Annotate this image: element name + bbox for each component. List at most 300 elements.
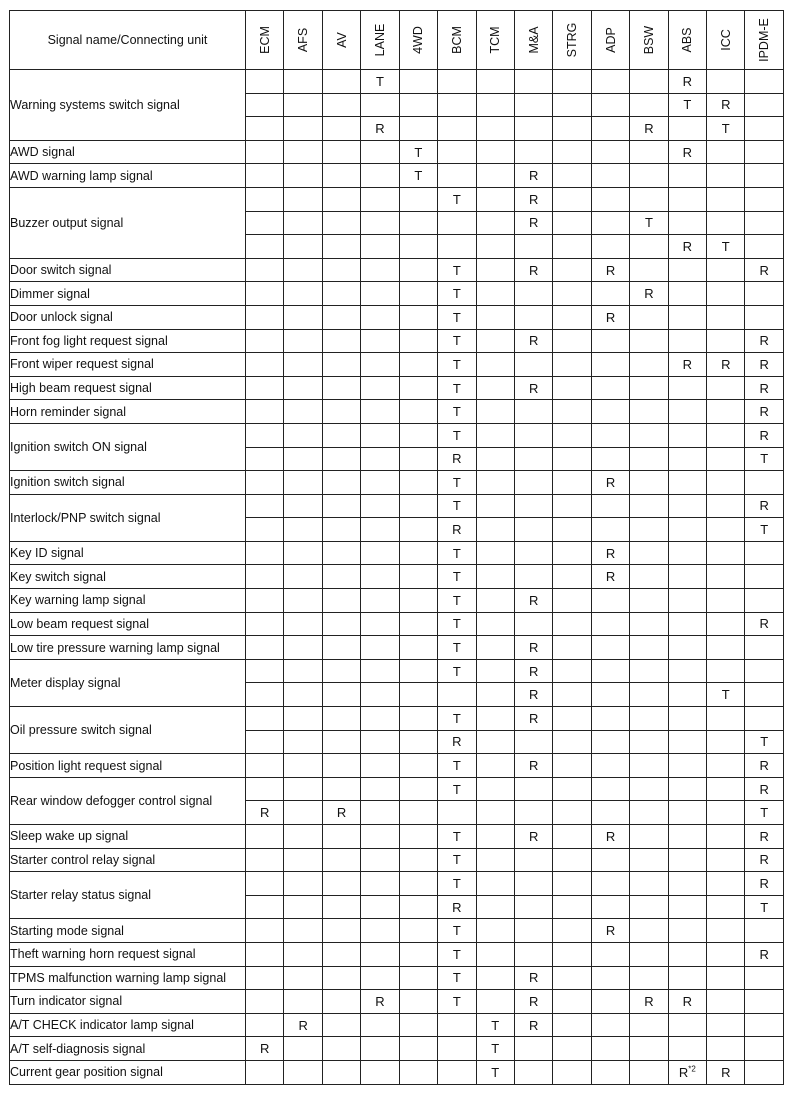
- unit-cell: [514, 565, 552, 589]
- unit-cell: [322, 990, 360, 1014]
- unit-cell: [284, 305, 322, 329]
- unit-cell: [591, 895, 629, 919]
- unit-cell: [553, 70, 591, 94]
- unit-header: AV: [322, 11, 360, 70]
- unit-cell: [591, 801, 629, 825]
- unit-cell: [284, 140, 322, 164]
- unit-cell: [553, 447, 591, 471]
- unit-cell: [361, 93, 399, 117]
- unit-cell: [361, 683, 399, 707]
- unit-cell: [514, 353, 552, 377]
- unit-cell: [399, 305, 437, 329]
- unit-cell: [591, 990, 629, 1014]
- unit-cell: [399, 471, 437, 495]
- unit-cell: [361, 966, 399, 990]
- table-row: [10, 1013, 784, 1037]
- unit-cell: [707, 990, 745, 1014]
- unit-cell: [668, 400, 706, 424]
- unit-cell: [668, 376, 706, 400]
- unit-cell: [668, 164, 706, 188]
- unit-header: ICC: [707, 11, 745, 70]
- unit-cell: R: [745, 777, 783, 801]
- signal-name: Key switch signal: [10, 565, 246, 589]
- unit-cell: [399, 683, 437, 707]
- unit-cell: [745, 589, 783, 613]
- unit-cell: R: [668, 353, 706, 377]
- unit-cell: [476, 754, 514, 778]
- table-body: [10, 70, 784, 1085]
- unit-cell: T: [438, 919, 476, 943]
- unit-cell: [514, 400, 552, 424]
- unit-cell: [361, 636, 399, 660]
- unit-cell: T: [438, 423, 476, 447]
- unit-cell: [284, 848, 322, 872]
- unit-cell: R: [745, 329, 783, 353]
- unit-cell: [284, 1037, 322, 1061]
- table-row: [10, 754, 784, 778]
- unit-cell: [246, 258, 284, 282]
- unit-cell: [399, 376, 437, 400]
- unit-cell: [284, 353, 322, 377]
- unit-cell: [322, 376, 360, 400]
- unit-cell: [399, 211, 437, 235]
- signal-name: Theft warning horn request signal: [10, 942, 246, 966]
- unit-cell: [514, 848, 552, 872]
- signal-name: Starting mode signal: [10, 919, 246, 943]
- unit-cell: R: [745, 612, 783, 636]
- unit-cell: [399, 730, 437, 754]
- unit-cell: [591, 211, 629, 235]
- unit-cell: [553, 895, 591, 919]
- unit-cell: [707, 848, 745, 872]
- unit-cell: [707, 659, 745, 683]
- unit-cell: [246, 848, 284, 872]
- unit-cell: [322, 589, 360, 613]
- unit-cell: [246, 140, 284, 164]
- unit-cell: [399, 825, 437, 849]
- unit-header: LANE: [361, 11, 399, 70]
- unit-cell: R: [591, 471, 629, 495]
- unit-cell: [284, 376, 322, 400]
- unit-cell: [399, 777, 437, 801]
- unit-cell: [630, 872, 668, 896]
- unit-cell: [322, 565, 360, 589]
- unit-cell: [591, 1060, 629, 1084]
- unit-cell: [322, 777, 360, 801]
- unit-cell: [707, 329, 745, 353]
- unit-cell: [707, 187, 745, 211]
- unit-cell: [361, 235, 399, 259]
- unit-cell: [246, 400, 284, 424]
- unit-cell: R: [438, 730, 476, 754]
- unit-cell: [476, 730, 514, 754]
- unit-cell: [745, 305, 783, 329]
- unit-cell: [399, 848, 437, 872]
- header-row: [10, 11, 784, 70]
- unit-cell: [322, 140, 360, 164]
- unit-cell: [476, 659, 514, 683]
- unit-cell: [284, 93, 322, 117]
- unit-cell: [630, 683, 668, 707]
- unit-cell: [630, 518, 668, 542]
- unit-cell: [630, 801, 668, 825]
- unit-header: ADP: [591, 11, 629, 70]
- footnote-marker: *2: [688, 1064, 696, 1074]
- signal-name: Current gear position signal: [10, 1060, 246, 1084]
- unit-cell: [707, 258, 745, 282]
- unit-cell: [399, 895, 437, 919]
- unit-cell: [399, 589, 437, 613]
- unit-cell: [284, 612, 322, 636]
- unit-cell: [399, 235, 437, 259]
- signal-table: [9, 10, 784, 1085]
- unit-cell: [322, 612, 360, 636]
- unit-cell: [476, 471, 514, 495]
- unit-cell: [399, 353, 437, 377]
- unit-cell: [246, 164, 284, 188]
- unit-cell: [591, 730, 629, 754]
- signal-name: AWD signal: [10, 140, 246, 164]
- table-row: [10, 164, 784, 188]
- unit-cell: [514, 423, 552, 447]
- unit-cell: [284, 872, 322, 896]
- unit-cell: [514, 895, 552, 919]
- unit-cell: T: [707, 683, 745, 707]
- unit-cell: [399, 565, 437, 589]
- unit-cell: [399, 1037, 437, 1061]
- unit-cell: [322, 966, 360, 990]
- table-row: [10, 376, 784, 400]
- unit-cell: [399, 187, 437, 211]
- unit-cell: R: [745, 494, 783, 518]
- unit-cell: [322, 707, 360, 731]
- unit-cell: [591, 777, 629, 801]
- unit-cell: [361, 494, 399, 518]
- unit-cell: [322, 1013, 360, 1037]
- unit-cell: [322, 93, 360, 117]
- unit-cell: [591, 942, 629, 966]
- unit-cell: [246, 447, 284, 471]
- unit-cell: [707, 565, 745, 589]
- unit-cell: T: [438, 636, 476, 660]
- unit-cell: [246, 825, 284, 849]
- unit-cell: [553, 589, 591, 613]
- unit-cell: [707, 942, 745, 966]
- unit-cell: [668, 754, 706, 778]
- unit-cell: [361, 895, 399, 919]
- unit-cell: R: [514, 258, 552, 282]
- signal-name: Ignition switch signal: [10, 471, 246, 495]
- unit-cell: R: [514, 659, 552, 683]
- table-row: [10, 990, 784, 1014]
- table-row: [10, 282, 784, 306]
- signal-name: Starter control relay signal: [10, 848, 246, 872]
- unit-cell: T: [438, 376, 476, 400]
- unit-cell: R: [438, 518, 476, 542]
- unit-cell: [399, 1013, 437, 1037]
- unit-cell: [361, 919, 399, 943]
- unit-cell: [745, 187, 783, 211]
- unit-cell: [399, 423, 437, 447]
- unit-cell: [745, 541, 783, 565]
- unit-cell: [553, 211, 591, 235]
- unit-cell: [284, 518, 322, 542]
- unit-cell: [591, 70, 629, 94]
- unit-cell: [630, 423, 668, 447]
- unit-cell: [476, 990, 514, 1014]
- unit-cell: [246, 93, 284, 117]
- unit-cell: [553, 754, 591, 778]
- unit-cell: [707, 494, 745, 518]
- unit-cell: [668, 494, 706, 518]
- unit-cell: T: [438, 707, 476, 731]
- unit-cell: [553, 872, 591, 896]
- unit-cell: [553, 376, 591, 400]
- unit-cell: [630, 919, 668, 943]
- unit-cell: [476, 966, 514, 990]
- unit-cell: [745, 211, 783, 235]
- unit-cell: R: [630, 117, 668, 141]
- table-row: [10, 187, 784, 211]
- unit-cell: [668, 683, 706, 707]
- unit-cell: [284, 825, 322, 849]
- unit-cell: [553, 825, 591, 849]
- unit-cell: [284, 471, 322, 495]
- unit-cell: [553, 541, 591, 565]
- unit-header: TCM: [476, 11, 514, 70]
- unit-cell: [361, 872, 399, 896]
- unit-cell: T: [438, 258, 476, 282]
- unit-cell: [476, 164, 514, 188]
- unit-cell: [322, 683, 360, 707]
- signal-name: Low tire pressure warning lamp signal: [10, 636, 246, 660]
- unit-cell: [591, 447, 629, 471]
- unit-cell: [361, 471, 399, 495]
- unit-cell: [745, 471, 783, 495]
- unit-cell: R: [514, 1013, 552, 1037]
- unit-cell: [553, 494, 591, 518]
- unit-cell: [553, 730, 591, 754]
- unit-cell: [591, 589, 629, 613]
- unit-cell: [399, 494, 437, 518]
- unit-cell: [668, 730, 706, 754]
- unit-cell: [361, 423, 399, 447]
- unit-cell: [745, 1060, 783, 1084]
- unit-cell: [284, 942, 322, 966]
- unit-cell: [591, 164, 629, 188]
- unit-cell: [514, 305, 552, 329]
- unit-cell: [668, 801, 706, 825]
- unit-cell: [438, 235, 476, 259]
- unit-cell: [361, 447, 399, 471]
- unit-cell: [553, 258, 591, 282]
- unit-cell: R: [745, 754, 783, 778]
- unit-cell: [630, 825, 668, 849]
- unit-cell: [438, 140, 476, 164]
- unit-cell: [745, 683, 783, 707]
- table-row: [10, 848, 784, 872]
- unit-cell: [553, 801, 591, 825]
- unit-cell: [591, 117, 629, 141]
- unit-cell: [284, 1060, 322, 1084]
- unit-cell: [668, 541, 706, 565]
- unit-cell: [246, 659, 284, 683]
- unit-cell: T: [476, 1013, 514, 1037]
- unit-cell: [630, 140, 668, 164]
- unit-header: AFS: [284, 11, 322, 70]
- unit-cell: [284, 565, 322, 589]
- unit-cell: T: [745, 518, 783, 542]
- unit-cell: [707, 400, 745, 424]
- unit-cell: [476, 683, 514, 707]
- unit-cell: [322, 1060, 360, 1084]
- unit-cell: [514, 93, 552, 117]
- unit-cell: [361, 541, 399, 565]
- unit-cell: R: [668, 990, 706, 1014]
- unit-cell: [668, 825, 706, 849]
- unit-cell: [284, 919, 322, 943]
- unit-cell: [284, 777, 322, 801]
- unit-cell: [284, 70, 322, 94]
- unit-cell: [707, 754, 745, 778]
- unit-cell: [553, 518, 591, 542]
- unit-cell: [361, 612, 399, 636]
- unit-cell: [668, 258, 706, 282]
- unit-cell: [668, 636, 706, 660]
- unit-cell: [707, 825, 745, 849]
- unit-cell: [630, 305, 668, 329]
- unit-cell: [476, 305, 514, 329]
- unit-cell: [745, 1013, 783, 1037]
- unit-cell: [745, 117, 783, 141]
- unit-cell: [668, 589, 706, 613]
- unit-cell: [591, 235, 629, 259]
- unit-cell: [514, 235, 552, 259]
- unit-cell: [322, 942, 360, 966]
- unit-cell: [553, 683, 591, 707]
- table-row: [10, 329, 784, 353]
- unit-cell: [630, 70, 668, 94]
- unit-cell: [284, 235, 322, 259]
- unit-cell: [322, 872, 360, 896]
- unit-cell: [361, 589, 399, 613]
- unit-cell: [322, 282, 360, 306]
- unit-cell: [553, 636, 591, 660]
- unit-cell: [630, 494, 668, 518]
- unit-cell: [246, 1013, 284, 1037]
- unit-cell: [322, 423, 360, 447]
- unit-cell: T: [438, 966, 476, 990]
- unit-cell: [745, 1037, 783, 1061]
- table-row: [10, 919, 784, 943]
- unit-cell: [707, 518, 745, 542]
- unit-cell: [630, 447, 668, 471]
- unit-cell: [361, 187, 399, 211]
- signal-name: Oil pressure switch signal: [10, 707, 246, 754]
- unit-cell: [246, 1060, 284, 1084]
- unit-cell: [668, 117, 706, 141]
- unit-cell: [591, 329, 629, 353]
- unit-cell: [553, 612, 591, 636]
- unit-cell: R: [514, 329, 552, 353]
- unit-cell: R: [668, 235, 706, 259]
- signal-name: Rear window defogger control signal: [10, 777, 246, 824]
- unit-cell: [361, 848, 399, 872]
- unit-cell: [322, 1037, 360, 1061]
- unit-cell: [707, 376, 745, 400]
- unit-cell: [476, 93, 514, 117]
- unit-cell: [553, 966, 591, 990]
- unit-cell: [438, 70, 476, 94]
- unit-cell: [284, 707, 322, 731]
- unit-cell: [322, 636, 360, 660]
- name-column-header: Signal name/Connecting unit: [10, 11, 246, 70]
- unit-cell: [284, 990, 322, 1014]
- table-row: [10, 1037, 784, 1061]
- unit-cell: [361, 1060, 399, 1084]
- unit-cell: R: [591, 825, 629, 849]
- unit-cell: [399, 93, 437, 117]
- unit-cell: [322, 895, 360, 919]
- table-row: [10, 825, 784, 849]
- unit-cell: [399, 801, 437, 825]
- unit-cell: [630, 565, 668, 589]
- unit-cell: [438, 164, 476, 188]
- unit-cell: [322, 541, 360, 565]
- unit-cell: [284, 447, 322, 471]
- unit-cell: [553, 471, 591, 495]
- unit-cell: [630, 895, 668, 919]
- unit-cell: [553, 565, 591, 589]
- unit-cell: [514, 70, 552, 94]
- unit-cell: [476, 447, 514, 471]
- unit-cell: [514, 730, 552, 754]
- signal-name: TPMS malfunction warning lamp signal: [10, 966, 246, 990]
- unit-cell: T: [745, 801, 783, 825]
- unit-cell: [284, 187, 322, 211]
- signal-name: Horn reminder signal: [10, 400, 246, 424]
- table-row: [10, 353, 784, 377]
- unit-cell: [246, 211, 284, 235]
- unit-cell: [745, 707, 783, 731]
- unit-cell: R: [591, 305, 629, 329]
- unit-cell: [553, 164, 591, 188]
- unit-cell: [476, 235, 514, 259]
- unit-cell: [514, 140, 552, 164]
- unit-cell: [745, 235, 783, 259]
- unit-cell: [707, 447, 745, 471]
- unit-cell: [476, 494, 514, 518]
- unit-cell: T: [438, 400, 476, 424]
- signal-name: Front fog light request signal: [10, 329, 246, 353]
- table-row: [10, 565, 784, 589]
- unit-cell: [322, 659, 360, 683]
- unit-cell: [707, 919, 745, 943]
- unit-cell: R: [707, 93, 745, 117]
- unit-cell: [284, 164, 322, 188]
- unit-cell: R: [745, 400, 783, 424]
- unit-cell: [668, 942, 706, 966]
- signal-name: Meter display signal: [10, 659, 246, 706]
- unit-cell: [591, 494, 629, 518]
- unit-cell: [668, 777, 706, 801]
- unit-cell: [246, 589, 284, 613]
- unit-header: BCM: [438, 11, 476, 70]
- unit-cell: [476, 211, 514, 235]
- unit-cell: [707, 541, 745, 565]
- unit-cell: [476, 848, 514, 872]
- unit-cell: [591, 140, 629, 164]
